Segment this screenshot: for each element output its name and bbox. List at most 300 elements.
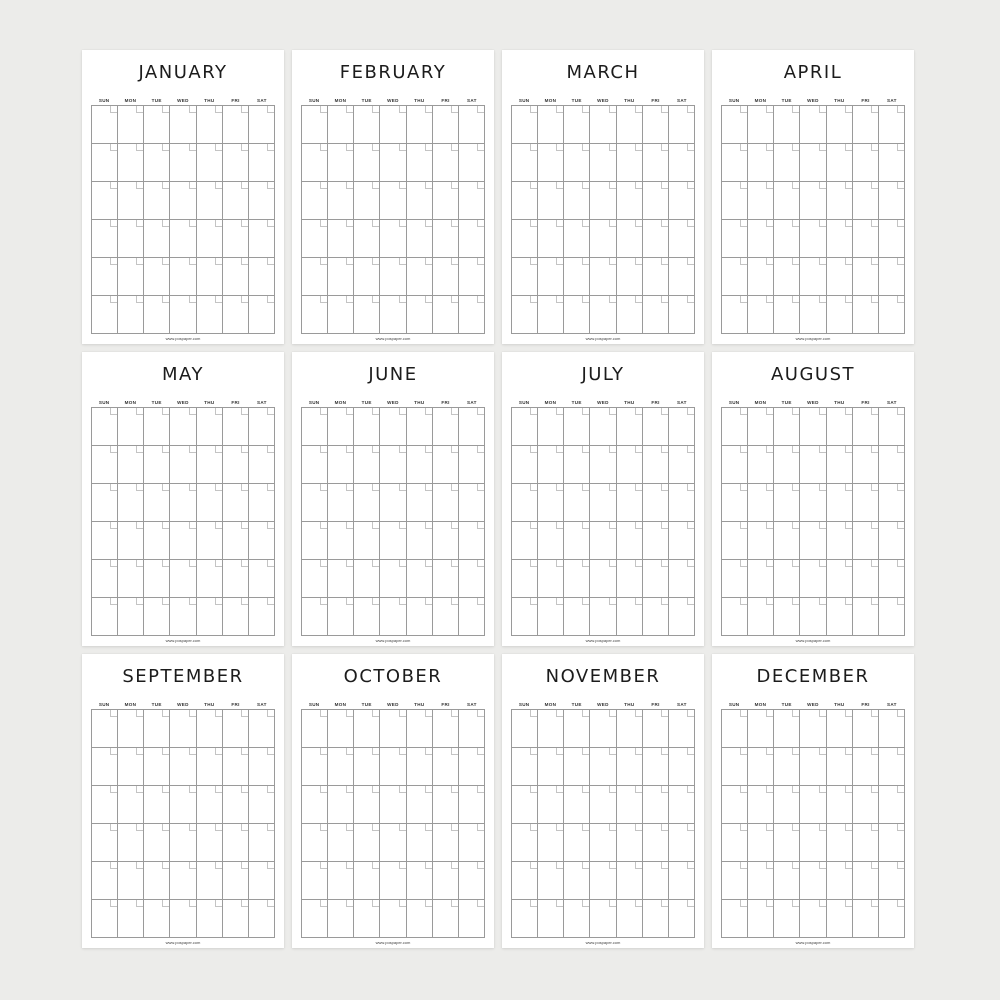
- weekday-label: THU: [204, 702, 215, 707]
- day-cell: [328, 522, 354, 560]
- weekday-label: TUE: [781, 98, 792, 103]
- day-cell: [249, 598, 275, 636]
- day-cell: [249, 560, 275, 598]
- day-cell: [302, 258, 328, 296]
- day-cell: [92, 182, 118, 220]
- day-cell: [800, 220, 826, 258]
- month-title: JANUARY: [138, 62, 228, 83]
- day-cell: [853, 446, 879, 484]
- day-cell: [748, 484, 774, 522]
- day-cell: [538, 786, 564, 824]
- day-cell: [328, 786, 354, 824]
- calendar-sheet-august: [712, 352, 914, 646]
- day-cell: [197, 862, 223, 900]
- day-cell: [538, 106, 564, 144]
- day-cell: [538, 900, 564, 938]
- weekday-label: MON: [334, 702, 347, 707]
- day-cell: [354, 824, 380, 862]
- day-cell: [354, 296, 380, 334]
- day-cell: [92, 748, 118, 786]
- day-cell: [459, 522, 485, 560]
- day-cell: [774, 408, 800, 446]
- day-cell: [800, 258, 826, 296]
- day-cell: [249, 144, 275, 182]
- day-cell: [669, 106, 695, 144]
- day-cell: [328, 900, 354, 938]
- day-cell: [827, 522, 853, 560]
- day-cell: [879, 786, 905, 824]
- day-cell: [800, 748, 826, 786]
- day-cell: [92, 484, 118, 522]
- day-cell: [800, 862, 826, 900]
- weekday-label: SAT: [466, 98, 477, 103]
- day-cell: [144, 220, 170, 258]
- day-cell: [144, 748, 170, 786]
- day-cell: [407, 522, 433, 560]
- day-cell: [354, 560, 380, 598]
- day-cell: [669, 824, 695, 862]
- day-cell: [512, 408, 538, 446]
- day-cell: [328, 296, 354, 334]
- weekday-label: THU: [414, 98, 425, 103]
- day-cell: [748, 446, 774, 484]
- weekday-header-row: [91, 399, 275, 407]
- day-cell: [459, 786, 485, 824]
- month-title: SEPTEMBER: [122, 666, 244, 687]
- day-cell: [144, 598, 170, 636]
- day-cell: [643, 446, 669, 484]
- weekday-label: FRI: [441, 98, 450, 103]
- day-cell: [512, 220, 538, 258]
- day-cell: [879, 446, 905, 484]
- day-cell: [144, 106, 170, 144]
- day-cell: [380, 560, 406, 598]
- day-cell: [144, 258, 170, 296]
- day-cell: [538, 220, 564, 258]
- day-cell: [433, 824, 459, 862]
- day-cell: [669, 258, 695, 296]
- day-cell: [512, 258, 538, 296]
- day-cell: [380, 786, 406, 824]
- footer-url: www.pospaper.com: [375, 940, 411, 945]
- weekday-label: SAT: [886, 702, 897, 707]
- day-cell: [669, 748, 695, 786]
- day-cell: [748, 296, 774, 334]
- month-title: MAY: [162, 364, 204, 385]
- weekday-label: THU: [414, 400, 425, 405]
- weekday-label: THU: [624, 400, 635, 405]
- day-cell: [328, 824, 354, 862]
- day-cell: [827, 484, 853, 522]
- day-cell: [380, 824, 406, 862]
- day-cell: [92, 900, 118, 938]
- day-cell: [170, 824, 196, 862]
- weekday-label: WED: [807, 98, 819, 103]
- day-cell: [774, 824, 800, 862]
- day-cell: [669, 144, 695, 182]
- day-cell: [302, 598, 328, 636]
- day-cell: [328, 182, 354, 220]
- day-cell: [170, 106, 196, 144]
- day-cell: [827, 182, 853, 220]
- day-cell: [354, 106, 380, 144]
- day-cell: [223, 484, 249, 522]
- day-cell: [669, 710, 695, 748]
- day-cell: [144, 296, 170, 334]
- weekday-label: TUE: [781, 400, 792, 405]
- day-cell: [722, 522, 748, 560]
- weekday-label: WED: [387, 98, 399, 103]
- day-cell: [92, 786, 118, 824]
- day-cell: [643, 484, 669, 522]
- weekday-label: SAT: [676, 702, 687, 707]
- weekday-label: TUE: [571, 702, 582, 707]
- day-cell: [354, 258, 380, 296]
- day-cell: [827, 824, 853, 862]
- day-cell: [774, 748, 800, 786]
- day-cell: [407, 408, 433, 446]
- day-cell: [879, 484, 905, 522]
- day-cell: [669, 220, 695, 258]
- day-cell: [774, 144, 800, 182]
- day-cell: [617, 258, 643, 296]
- day-cell: [643, 862, 669, 900]
- day-cell: [197, 522, 223, 560]
- day-cell: [354, 446, 380, 484]
- calendar-sheet-october: [292, 654, 494, 948]
- day-cell: [407, 862, 433, 900]
- day-cell: [827, 258, 853, 296]
- day-cell: [748, 106, 774, 144]
- weekday-label: SUN: [518, 400, 530, 405]
- weekday-label: FRI: [651, 702, 660, 707]
- day-cell: [407, 560, 433, 598]
- day-cell: [459, 446, 485, 484]
- footer-url: www.pospaper.com: [795, 940, 831, 945]
- day-cell: [354, 748, 380, 786]
- day-cell: [197, 748, 223, 786]
- day-cell: [170, 560, 196, 598]
- day-cell: [722, 786, 748, 824]
- day-cell: [564, 106, 590, 144]
- day-cell: [302, 824, 328, 862]
- day-cell: [118, 144, 144, 182]
- calendar-sheet-july: [502, 352, 704, 646]
- day-cell: [538, 560, 564, 598]
- day-grid: [511, 709, 695, 938]
- month-title: OCTOBER: [343, 666, 443, 687]
- day-cell: [774, 786, 800, 824]
- day-cell: [197, 484, 223, 522]
- calendar-sheet-january: [82, 50, 284, 344]
- day-cell: [407, 900, 433, 938]
- day-cell: [748, 258, 774, 296]
- day-cell: [223, 106, 249, 144]
- day-cell: [170, 748, 196, 786]
- day-cell: [722, 296, 748, 334]
- day-cell: [879, 862, 905, 900]
- weekday-label: SAT: [886, 98, 897, 103]
- day-cell: [92, 408, 118, 446]
- day-cell: [354, 182, 380, 220]
- weekday-label: MON: [754, 702, 767, 707]
- day-cell: [643, 144, 669, 182]
- day-cell: [827, 560, 853, 598]
- day-cell: [853, 408, 879, 446]
- day-cell: [800, 560, 826, 598]
- day-grid: [91, 709, 275, 938]
- day-cell: [564, 786, 590, 824]
- day-cell: [459, 824, 485, 862]
- day-grid: [301, 105, 485, 334]
- month-title: AUGUST: [770, 364, 856, 385]
- day-cell: [433, 446, 459, 484]
- day-cell: [170, 598, 196, 636]
- weekday-label: SUN: [518, 702, 530, 707]
- day-cell: [669, 296, 695, 334]
- day-cell: [748, 220, 774, 258]
- day-cell: [302, 900, 328, 938]
- day-cell: [564, 598, 590, 636]
- month-title: NOVEMBER: [545, 666, 661, 687]
- day-grid: [721, 709, 905, 938]
- weekday-label: MON: [544, 400, 557, 405]
- day-cell: [853, 296, 879, 334]
- month-title: JUNE: [368, 364, 418, 385]
- day-cell: [800, 522, 826, 560]
- day-grid: [91, 407, 275, 636]
- day-cell: [774, 106, 800, 144]
- day-cell: [302, 786, 328, 824]
- day-cell: [433, 484, 459, 522]
- day-cell: [170, 900, 196, 938]
- day-cell: [249, 408, 275, 446]
- day-cell: [118, 900, 144, 938]
- weekday-label: SUN: [728, 400, 740, 405]
- day-cell: [748, 408, 774, 446]
- day-cell: [538, 710, 564, 748]
- day-cell: [433, 408, 459, 446]
- day-cell: [118, 522, 144, 560]
- day-cell: [197, 408, 223, 446]
- day-cell: [459, 144, 485, 182]
- day-cell: [853, 182, 879, 220]
- day-cell: [643, 408, 669, 446]
- day-cell: [144, 710, 170, 748]
- day-cell: [380, 182, 406, 220]
- day-cell: [197, 598, 223, 636]
- month-title: MARCH: [566, 62, 640, 83]
- day-cell: [354, 484, 380, 522]
- weekday-label: FRI: [861, 400, 870, 405]
- day-cell: [433, 598, 459, 636]
- weekday-header-row: [721, 399, 905, 407]
- day-cell: [302, 296, 328, 334]
- day-cell: [223, 598, 249, 636]
- day-cell: [564, 900, 590, 938]
- day-cell: [879, 144, 905, 182]
- day-cell: [564, 144, 590, 182]
- weekday-label: WED: [177, 702, 189, 707]
- day-cell: [407, 786, 433, 824]
- day-cell: [249, 862, 275, 900]
- day-cell: [197, 824, 223, 862]
- day-cell: [590, 408, 616, 446]
- weekday-label: WED: [597, 98, 609, 103]
- day-cell: [302, 182, 328, 220]
- footer-url: www.pospaper.com: [375, 336, 411, 341]
- calendar-sheet-september: [82, 654, 284, 948]
- day-cell: [853, 710, 879, 748]
- day-cell: [564, 220, 590, 258]
- day-cell: [669, 408, 695, 446]
- day-cell: [380, 296, 406, 334]
- day-cell: [197, 900, 223, 938]
- footer-url: www.pospaper.com: [585, 638, 621, 643]
- day-cell: [380, 258, 406, 296]
- day-cell: [590, 144, 616, 182]
- weekday-label: THU: [834, 702, 845, 707]
- day-cell: [118, 446, 144, 484]
- day-cell: [853, 106, 879, 144]
- day-cell: [538, 484, 564, 522]
- day-cell: [302, 446, 328, 484]
- weekday-label: MON: [334, 98, 347, 103]
- day-cell: [800, 710, 826, 748]
- day-grid: [511, 407, 695, 636]
- day-cell: [669, 446, 695, 484]
- weekday-label: TUE: [361, 400, 372, 405]
- weekday-label: MON: [124, 98, 137, 103]
- day-cell: [590, 710, 616, 748]
- calendar-sheet-march: [502, 50, 704, 344]
- day-cell: [879, 710, 905, 748]
- day-cell: [223, 824, 249, 862]
- day-cell: [590, 182, 616, 220]
- day-cell: [223, 258, 249, 296]
- day-cell: [170, 144, 196, 182]
- day-cell: [538, 824, 564, 862]
- day-cell: [617, 106, 643, 144]
- day-cell: [617, 824, 643, 862]
- day-cell: [643, 748, 669, 786]
- day-cell: [380, 106, 406, 144]
- day-cell: [459, 296, 485, 334]
- day-cell: [774, 900, 800, 938]
- day-cell: [748, 598, 774, 636]
- day-cell: [564, 182, 590, 220]
- day-cell: [380, 522, 406, 560]
- day-cell: [223, 560, 249, 598]
- day-cell: [722, 182, 748, 220]
- day-cell: [144, 786, 170, 824]
- day-cell: [564, 824, 590, 862]
- weekday-label: THU: [834, 98, 845, 103]
- day-cell: [617, 182, 643, 220]
- day-cell: [328, 748, 354, 786]
- day-cell: [538, 144, 564, 182]
- day-cell: [643, 220, 669, 258]
- day-cell: [827, 748, 853, 786]
- weekday-label: SAT: [256, 400, 267, 405]
- day-cell: [853, 144, 879, 182]
- day-cell: [538, 598, 564, 636]
- day-cell: [512, 598, 538, 636]
- day-cell: [249, 900, 275, 938]
- day-cell: [512, 748, 538, 786]
- footer-url: www.pospaper.com: [375, 638, 411, 643]
- day-cell: [617, 408, 643, 446]
- day-cell: [223, 786, 249, 824]
- month-title: DECEMBER: [756, 666, 870, 687]
- day-cell: [879, 598, 905, 636]
- day-cell: [748, 560, 774, 598]
- day-cell: [800, 786, 826, 824]
- day-cell: [118, 748, 144, 786]
- day-cell: [459, 220, 485, 258]
- day-cell: [827, 862, 853, 900]
- day-cell: [617, 522, 643, 560]
- weekday-label: TUE: [781, 702, 792, 707]
- weekday-label: FRI: [651, 98, 660, 103]
- day-cell: [827, 106, 853, 144]
- weekday-label: FRI: [861, 98, 870, 103]
- day-cell: [669, 862, 695, 900]
- day-cell: [800, 900, 826, 938]
- weekday-label: SUN: [308, 400, 320, 405]
- day-cell: [92, 106, 118, 144]
- day-cell: [197, 296, 223, 334]
- day-cell: [170, 862, 196, 900]
- weekday-header-row: [91, 97, 275, 105]
- day-cell: [223, 182, 249, 220]
- day-cell: [118, 484, 144, 522]
- day-cell: [354, 900, 380, 938]
- day-cell: [459, 106, 485, 144]
- day-cell: [827, 598, 853, 636]
- day-cell: [774, 258, 800, 296]
- day-cell: [354, 862, 380, 900]
- day-cell: [853, 220, 879, 258]
- day-cell: [354, 144, 380, 182]
- day-cell: [92, 824, 118, 862]
- day-cell: [92, 446, 118, 484]
- day-cell: [800, 824, 826, 862]
- day-cell: [354, 710, 380, 748]
- weekday-label: MON: [124, 702, 137, 707]
- day-cell: [590, 598, 616, 636]
- day-cell: [669, 900, 695, 938]
- weekday-label: TUE: [571, 400, 582, 405]
- day-cell: [748, 748, 774, 786]
- day-cell: [564, 258, 590, 296]
- day-cell: [564, 560, 590, 598]
- day-cell: [827, 296, 853, 334]
- weekday-label: WED: [807, 702, 819, 707]
- day-cell: [617, 296, 643, 334]
- day-cell: [800, 446, 826, 484]
- day-cell: [170, 484, 196, 522]
- day-cell: [617, 748, 643, 786]
- day-cell: [118, 220, 144, 258]
- day-cell: [800, 182, 826, 220]
- weekday-label: WED: [387, 400, 399, 405]
- day-cell: [144, 522, 170, 560]
- day-cell: [302, 408, 328, 446]
- day-cell: [380, 900, 406, 938]
- day-cell: [748, 900, 774, 938]
- day-cell: [197, 258, 223, 296]
